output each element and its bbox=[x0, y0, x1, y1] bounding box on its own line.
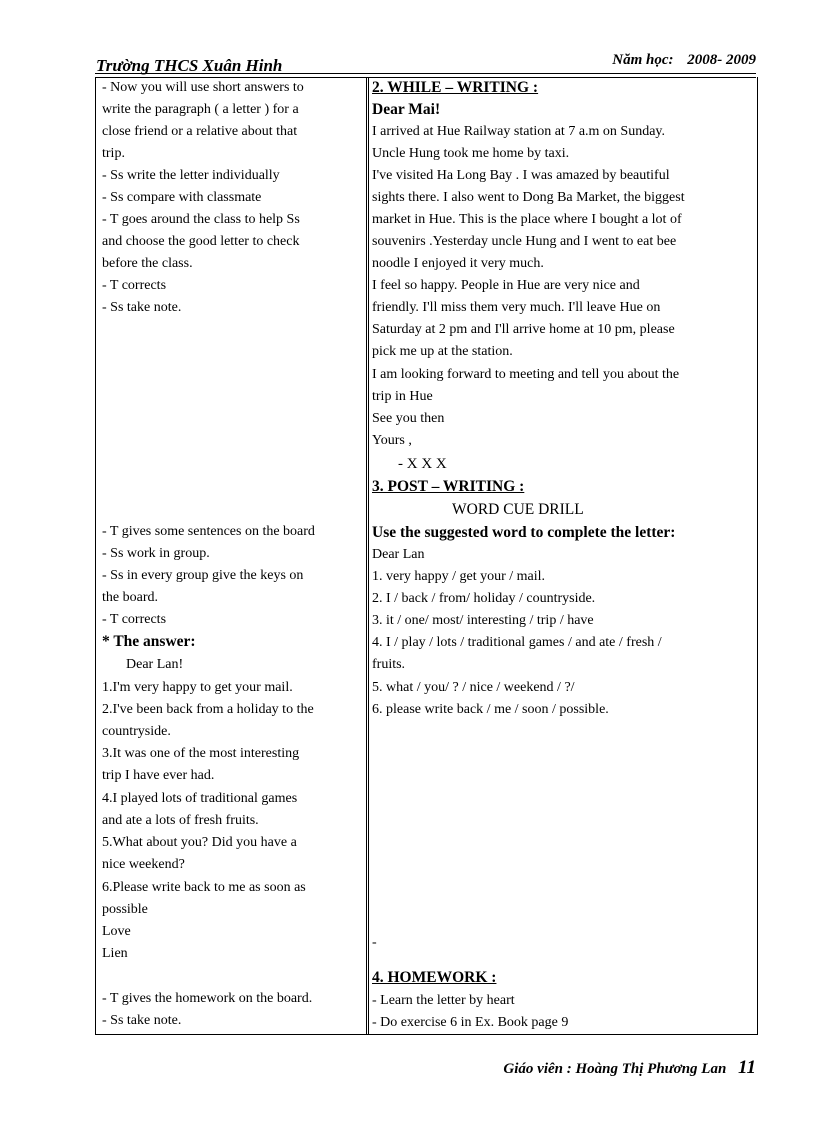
teacher-name: Giáo viên : Hoàng Thị Phương Lan bbox=[503, 1061, 727, 1077]
procedure-line: - T goes around the class to help Ss bbox=[102, 212, 300, 227]
letter-line: See you then bbox=[372, 411, 445, 426]
letter-line: I feel so happy. People in Hue are very nice and bbox=[372, 278, 640, 293]
procedure-line: - Ss take note. bbox=[102, 300, 182, 315]
letter-line: market in Hue. This is the place where I bought a lot of bbox=[372, 212, 682, 227]
answer-line: 5.What about you? Did you have a bbox=[102, 835, 297, 850]
drill-line: fruits. bbox=[372, 657, 406, 672]
lesson-table bbox=[95, 77, 758, 1035]
column-divider bbox=[366, 77, 369, 1034]
answer-line: countryside. bbox=[102, 724, 171, 739]
answer-line: 3.It was one of the most interesting bbox=[102, 746, 300, 761]
answer-line: 2.I've been back from a holiday to the bbox=[102, 702, 314, 717]
school-year-label: Năm học: bbox=[612, 52, 674, 68]
answer-line: 6.Please write back to me as soon as bbox=[102, 880, 306, 895]
school-year bbox=[612, 52, 756, 69]
answer-line: 4.I played lots of traditional games bbox=[102, 791, 298, 806]
procedure-line: - T gives some sentences on the board bbox=[102, 524, 315, 539]
homework-item: - Learn the letter by heart bbox=[372, 993, 515, 1008]
drill-line: 6. please write back / me / soon / possible. bbox=[372, 702, 609, 717]
procedure-line: - Ss work in group. bbox=[102, 546, 210, 561]
letter-greeting: Dear Mai! bbox=[372, 101, 441, 118]
answer-line: nice weekend? bbox=[102, 857, 185, 872]
answer-line: possible bbox=[102, 902, 148, 917]
procedure-line: - T corrects bbox=[102, 278, 167, 293]
procedure-line: - T corrects bbox=[102, 612, 167, 627]
post-writing-heading: 3. POST – WRITING : bbox=[372, 478, 525, 495]
word-cue-drill-title: WORD CUE DRILL bbox=[452, 501, 584, 518]
answer-line: Lien bbox=[102, 946, 128, 961]
letter-line: friendly. I'll miss them very much. I'll leave Hue on bbox=[372, 300, 661, 315]
drill-line: 2. I / back / from/ holiday / countryside. bbox=[372, 591, 596, 606]
drill-instruction: Use the suggested word to complete the letter: bbox=[372, 524, 676, 541]
procedure-line: - Ss take note. bbox=[102, 1013, 182, 1028]
procedure-line: trip. bbox=[102, 146, 125, 161]
procedure-line: - Ss write the letter individually bbox=[102, 168, 280, 183]
letter-line: I am looking forward to meeting and tell you about the bbox=[372, 367, 680, 382]
homework-heading: 4. HOMEWORK : bbox=[372, 969, 497, 986]
letter-line: I've visited Ha Long Bay . I was amazed by beautiful bbox=[372, 168, 670, 183]
letter-line: I arrived at Hue Railway station at 7 a.m on Sunday. bbox=[372, 124, 666, 139]
procedure-line: and choose the good letter to check bbox=[102, 234, 300, 249]
homework-item: - Do exercise 6 in Ex. Book page 9 bbox=[372, 1015, 569, 1030]
stray-dash: - bbox=[372, 935, 377, 950]
procedure-line: close friend or a relative about that bbox=[102, 124, 298, 139]
school-name: Trường THCS Xuân Hinh bbox=[96, 56, 283, 75]
letter-signature: - X X X bbox=[398, 456, 447, 472]
letter-line: noodle I enjoyed it very much. bbox=[372, 256, 544, 271]
letter-line: Uncle Hung took me home by taxi. bbox=[372, 146, 570, 161]
procedure-line: - Now you will use short answers to bbox=[102, 80, 304, 95]
drill-line: 3. it / one/ most/ interesting / trip / have bbox=[372, 613, 594, 628]
letter-line: Yours , bbox=[372, 433, 412, 448]
letter-line: sights there. I also went to Dong Ba Market, the biggest bbox=[372, 190, 685, 205]
drill-line: 5. what / you/ ? / nice / weekend / ?/ bbox=[372, 680, 575, 695]
drill-line: 1. very happy / get your / mail. bbox=[372, 569, 546, 584]
answer-greeting: Dear Lan! bbox=[126, 657, 184, 672]
procedure-line: write the paragraph ( a letter ) for a bbox=[102, 102, 299, 117]
procedure-line: - Ss compare with classmate bbox=[102, 190, 262, 205]
answer-line: trip I have ever had. bbox=[102, 768, 215, 783]
letter-line: Saturday at 2 pm and I'll arrive home at 10 pm, please bbox=[372, 322, 675, 337]
letter-line: trip in Hue bbox=[372, 389, 433, 404]
page-number: 11 bbox=[738, 1057, 756, 1078]
letter-line: pick me up at the station. bbox=[372, 344, 513, 359]
while-writing-heading: 2. WHILE – WRITING : bbox=[372, 79, 539, 96]
drill-line: 4. I / play / lots / traditional games / and ate / fresh / bbox=[372, 635, 662, 650]
school-year-value: 2008- 2009 bbox=[687, 52, 756, 68]
drill-line: Dear Lan bbox=[372, 547, 425, 562]
answer-line: Love bbox=[102, 924, 131, 939]
answer-line: and ate a lots of fresh fruits. bbox=[102, 813, 259, 828]
page-footer bbox=[503, 1057, 756, 1079]
procedure-line: the board. bbox=[102, 590, 158, 605]
letter-line: souvenirs .Yesterday uncle Hung and I went to eat bee bbox=[372, 234, 677, 249]
answer-line: 1.I'm very happy to get your mail. bbox=[102, 680, 293, 695]
procedure-line: - T gives the homework on the board. bbox=[102, 991, 313, 1006]
answer-heading: * The answer: bbox=[102, 633, 196, 650]
procedure-line: before the class. bbox=[102, 256, 193, 271]
procedure-line: - Ss in every group give the keys on bbox=[102, 568, 304, 583]
